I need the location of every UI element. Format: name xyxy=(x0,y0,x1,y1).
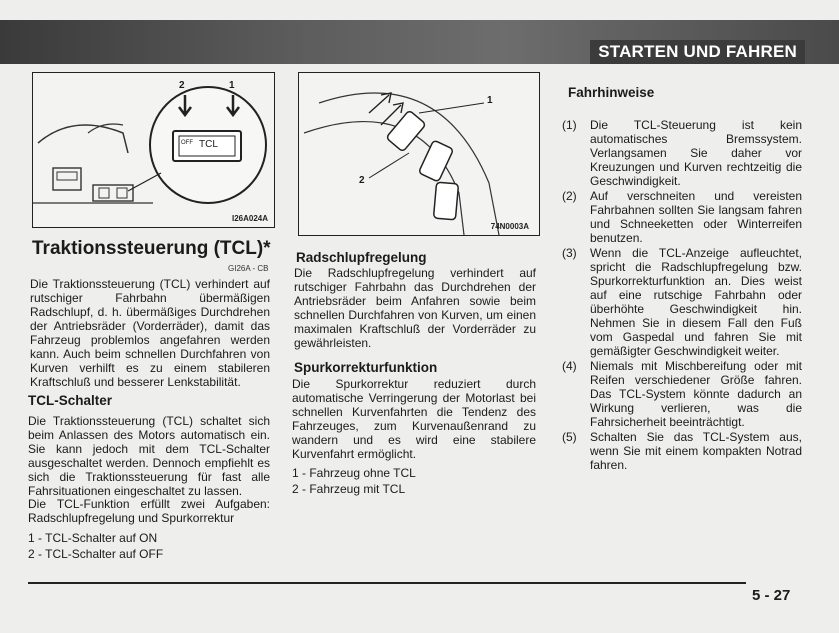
switch-off-label: OFF xyxy=(181,140,193,146)
list-item: (4) Niemals mit Mischbereifung oder mit Reifen verschiedener Größe fahren. Das TCL-System könnte dadurch an Wirkung verlieren, was die Fahrsicherheit beeinträchtigt. xyxy=(562,359,802,429)
dashboard-illustration xyxy=(33,73,274,227)
figure-cornering xyxy=(298,72,540,236)
callout-1: 1 xyxy=(487,95,493,106)
legend-item-2: 2 - TCL-Schalter auf OFF xyxy=(28,547,164,561)
tcl-switch-text: Die Traktionssteuerung (TCL) schaltet sich beim Anlassen des Motors automatisch ein. Sie kann jedoch mit dem TCL-Schalter ausgeschaltet werden. Dennoch empfiehlt es sich die Traktionssteuerung für fast alle Fahrsituationen eingeschaltet zu lassen. xyxy=(28,414,270,498)
figure-tcl-switch xyxy=(32,72,275,228)
tcl-switch-heading: TCL-Schalter xyxy=(28,393,113,408)
footer-rule xyxy=(28,582,746,584)
slip-control-heading: Radschlupfregelung xyxy=(296,250,427,265)
figure-code: I26A024A xyxy=(231,214,268,223)
figure-code: 74N0003A xyxy=(490,222,529,231)
track-correction-text: Die Spurkorrektur reduziert durch automatische Verringerung der Motorlast bei schnellen Kurvenfahrten die Tendenz des Fahrzeuges, zum Kurvenaußenrand zu wandern und es wird eine stabilere Kurvenfahrt ermöglicht. xyxy=(292,377,536,461)
section-code: GI26A - CB xyxy=(228,264,269,273)
list-item: (2) Auf verschneiten und vereisten Fahrbahnen sollten Sie langsam fahren und Schneeketten oder Winterreifen benutzen. xyxy=(562,189,802,245)
callout-2: 2 xyxy=(179,80,185,91)
driving-tips-list xyxy=(562,118,802,473)
driving-tips-heading: Fahrhinweise xyxy=(568,85,655,100)
list-item: (5) Schalten Sie das TCL-System aus, wenn Sie mit einem kompakten Notrad fahren. xyxy=(562,430,802,472)
slip-control-text: Die Radschlupfregelung verhindert auf rutschiger Fahrbahn das Durchdrehen der Antriebsräder beim Anfahren sowie beim schnellen Durchfahren von Kurven, um einen maximalen Kraftschluß der Vorderräder zu gewährleisten. xyxy=(294,266,536,350)
legend-item-1: 1 - TCL-Schalter auf ON xyxy=(28,531,158,545)
section-heading-tcl: Traktionssteuerung (TCL)* xyxy=(32,238,271,259)
tcl-intro-text: Die Traktionssteuerung (TCL) verhindert auf rutschiger Fahrbahn übermäßigen Radschlupf, d. h. übermäßiges Durchdrehen der Antriebsräder (Vorderräder), damit das Fahrzeug problemlos angefahren werden kann. Auch beim schnellen Durchfahren von Kurven verhilft es zu einem stabileren Kraftschluß und besserer Lenkstabilität. xyxy=(30,277,270,389)
tcl-functions-text: Die TCL-Funktion erfüllt zwei Aufgaben: Radschlupfregelung und Spurkorrektur xyxy=(28,497,270,525)
legend-item-1: 1 - Fahrzeug ohne TCL xyxy=(292,466,416,480)
legend-item-2: 2 - Fahrzeug mit TCL xyxy=(292,482,406,496)
list-item: (1) Die TCL-Steuerung ist kein automatisches Bremssystem. Verlangsamen Sie daher vor Kreuzungen und Kurven rechtzeitig die Geschwindigkeit. xyxy=(562,118,802,188)
track-correction-heading: Spurkorrekturfunktion xyxy=(294,360,438,375)
list-item: (3) Wenn die TCL-Anzeige aufleuchtet, spricht die Radschlupfregelung bzw. Spurkorrekturfunktion an. Dies weist auf eine rutschige Fahrbahn oder überhöhte Geschwindigkeit hin. Nehmen Sie in diesem Fall den Fuß vom Gaspedal und fahren Sie mit gemäßigter Geschwindigkeit weiter. xyxy=(562,246,802,358)
switch-tcl-label: TCL xyxy=(199,139,218,150)
page-number: 5 - 27 xyxy=(752,587,791,604)
callout-2: 2 xyxy=(359,175,365,186)
curve-illustration xyxy=(299,73,539,235)
callout-1: 1 xyxy=(229,80,235,91)
section-title: STARTEN UND FAHREN xyxy=(590,40,805,64)
